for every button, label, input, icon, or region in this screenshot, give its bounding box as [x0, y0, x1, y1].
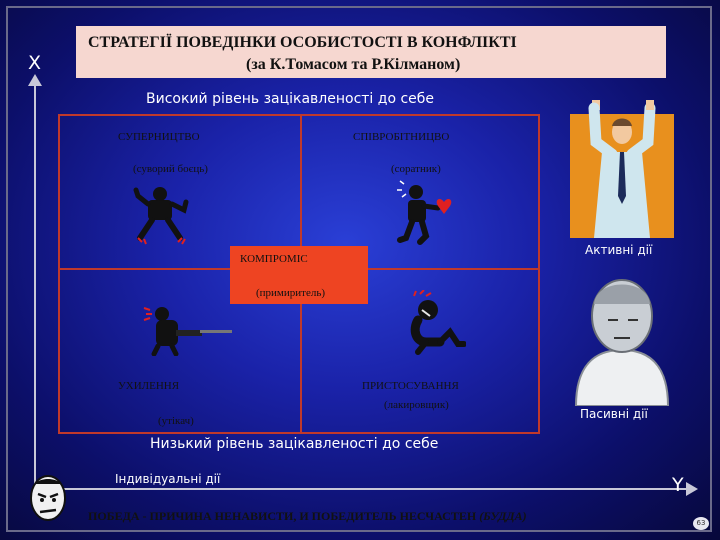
compromise-name: КОМПРОМІС [240, 253, 308, 265]
horizontal-axis [34, 488, 690, 490]
angry-face-icon [26, 474, 70, 522]
passive-actions-label: Пасивні дії [580, 407, 648, 421]
quadrant-avoidance-role: (утікач) [158, 415, 194, 427]
quadrant-collaboration-role: (соратник) [391, 163, 441, 175]
footer-quote [88, 509, 527, 524]
vertical-axis-arrow [28, 74, 42, 86]
accommodator-figure-icon [404, 290, 466, 356]
fighter-figure-icon [132, 186, 194, 248]
page-number-badge: 63 [693, 517, 709, 530]
passive-man-icon [570, 266, 674, 406]
corner-caption: Індивідуальні дії [115, 472, 221, 486]
avoider-figure-icon [140, 300, 236, 356]
compromise-box [230, 246, 368, 304]
quadrant-accommodation-name: ПРИСТОСУВАННЯ [362, 380, 459, 392]
quadrant-collaboration-name: СПІВРОБІТНИЦВО [353, 131, 450, 143]
axis-x-label: X [28, 52, 42, 74]
compromise-role: (примиритель) [256, 287, 326, 299]
active-actions-label: Активні дії [585, 243, 653, 257]
title-line-1: СТРАТЕГІЇ ПОВЕДІНКИ ОСОБИСТОСТІ В КОНФЛІКТІ [88, 34, 517, 51]
title-box [76, 26, 666, 78]
active-man-icon [570, 96, 674, 238]
vertical-axis [34, 80, 36, 488]
bottom-axis-caption: Низький рівень зацікавленості до себе [150, 436, 439, 452]
quadrant-accommodation-role: (лакировщик) [384, 399, 449, 411]
horizontal-axis-arrow [686, 482, 698, 496]
footer-quote-text: ПОБЕДА - ПРИЧИНА НЕНАВИСТИ, И ПОБЕДИТЕЛЬ НЕСЧАСТЕН [88, 509, 477, 523]
footer-quote-author: (БУДДА) [479, 509, 527, 523]
quadrant-avoidance-name: УХИЛЕННЯ [118, 380, 180, 392]
top-axis-caption: Високий рівень зацікавленості до себе [146, 91, 435, 107]
quadrant-competition-name: СУПЕРНИЦТВО [118, 131, 200, 143]
title-line-2: (за К.Томасом та Р.Кілманом) [246, 56, 461, 73]
collaborator-figure-icon [396, 178, 466, 248]
quadrant-competition-role: (суворий боєць) [133, 163, 208, 175]
axis-y-label: Y [672, 474, 684, 496]
